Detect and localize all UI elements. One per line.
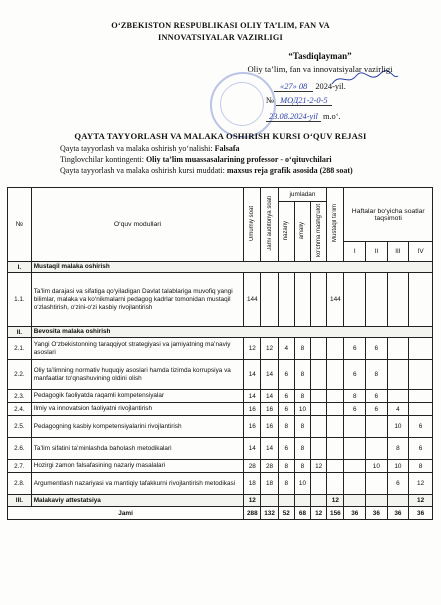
header-auditorium-hours	[261, 188, 278, 262]
cell-w3: 10	[387, 416, 409, 438]
num-prefix: №	[266, 96, 274, 105]
header-total-hours	[244, 188, 261, 262]
cell-w4: 8	[409, 460, 433, 473]
info-direction	[60, 143, 353, 154]
cell-w1	[344, 473, 366, 495]
mo-handwritten: 23.08.2024-yil	[266, 112, 321, 122]
header-weeks: Haftalar bo‘yicha soatlar taqsimoti	[344, 188, 433, 242]
total-cell-vis: 12	[311, 507, 327, 520]
cell-w4	[409, 338, 433, 360]
header-including: jumladan	[278, 188, 327, 202]
cell-total: 14	[244, 390, 261, 403]
table-row	[8, 273, 433, 327]
section-row	[8, 327, 433, 338]
cell-total: 18	[244, 473, 261, 495]
header-practice-label: amaliy	[299, 221, 306, 240]
cell-w3: 10	[387, 460, 409, 473]
cell-w3	[387, 273, 409, 327]
cell-w3: 8	[387, 438, 409, 460]
cell-vis	[311, 338, 327, 360]
cell-aud: 14	[261, 360, 278, 390]
attestation-cell-w4: 12	[409, 495, 433, 507]
cell-th: 8	[278, 473, 294, 495]
module-name: Ilmiy va innovatsion faoliyatni rivojlantirish	[31, 403, 243, 416]
cell-w4: 6	[409, 438, 433, 460]
table-row	[8, 473, 433, 495]
row-number: 2.3.	[8, 390, 32, 403]
total-cell-w2: 36	[366, 507, 388, 520]
module-name: Pedagogning kasbiy kompetensiyalarini rivojlantirish	[31, 416, 243, 438]
cell-aud: 12	[261, 338, 278, 360]
date-suffix: 2024-yil.	[315, 82, 346, 91]
info-contingent	[60, 154, 353, 165]
cell-total: 144	[244, 273, 261, 327]
cell-self	[327, 473, 344, 495]
total-row	[8, 507, 433, 520]
cell-pr	[294, 273, 310, 327]
total-cell-pr: 68	[294, 507, 310, 520]
header-number: №	[8, 188, 32, 262]
cell-w2: 8	[366, 360, 388, 390]
attestation-cell-w3	[387, 495, 409, 507]
header-module: O‘quv modullari	[31, 188, 243, 262]
module-name: Yangi O‘zbekistonning taraqqiyot strategiyasi va jamiyatning ma’naviy asoslari	[31, 338, 243, 360]
header-visiting	[311, 202, 327, 262]
document-title: QAYTA TAYYORLASH VA MALAKA OSHIRISH KURSI O‘QUV REJASI	[74, 131, 367, 141]
cell-w2: 6	[366, 403, 388, 416]
total-cell-w4: 36	[409, 507, 433, 520]
cell-self	[327, 438, 344, 460]
cell-w3	[387, 360, 409, 390]
info-contingent-value: Oliy ta’lim muassasalarining professor - o‘qituvchilari	[145, 155, 332, 164]
ministry-line-2: INNOVATSIYALAR VAZIRLIGI	[158, 33, 283, 42]
cell-th: 6	[278, 360, 294, 390]
table-row	[8, 438, 433, 460]
total-label: Jami	[8, 507, 244, 520]
cell-vis	[311, 390, 327, 403]
cell-vis	[311, 273, 327, 327]
cell-w3	[387, 390, 409, 403]
cell-total: 12	[244, 338, 261, 360]
cell-aud: 14	[261, 438, 278, 460]
cell-w2: 6	[366, 338, 388, 360]
cell-aud: 28	[261, 460, 278, 473]
cell-total: 28	[244, 460, 261, 473]
section-number: II.	[8, 327, 32, 338]
table-row	[8, 460, 433, 473]
attestation-number: III.	[8, 495, 32, 507]
table-row	[8, 360, 433, 390]
cell-self	[327, 360, 344, 390]
cell-th: 6	[278, 390, 294, 403]
approval-date	[274, 82, 346, 91]
cell-w1: 6	[344, 360, 366, 390]
cell-self	[327, 390, 344, 403]
cell-w1	[344, 416, 366, 438]
cell-vis	[311, 473, 327, 495]
table-row	[8, 416, 433, 438]
header-week-3: III	[387, 242, 409, 262]
row-number: 2.7.	[8, 460, 32, 473]
section-title: Mustaqil malaka oshirish	[31, 262, 432, 273]
ministry-heading	[0, 20, 441, 44]
total-cell-th: 52	[278, 507, 294, 520]
total-cell-w3: 36	[387, 507, 409, 520]
cell-vis	[311, 360, 327, 390]
cell-w1: 6	[344, 338, 366, 360]
header-week-4: IV	[409, 242, 433, 262]
cell-th: 4	[278, 338, 294, 360]
cell-vis	[311, 403, 327, 416]
cell-w1	[344, 460, 366, 473]
cell-w2	[366, 438, 388, 460]
cell-total: 14	[244, 360, 261, 390]
module-name: Hozirgi zamon falsafasining nazariy masalalari	[31, 460, 243, 473]
cell-w1	[344, 273, 366, 327]
cell-aud: 16	[261, 403, 278, 416]
cell-w3: 4	[387, 403, 409, 416]
info-duration	[60, 165, 353, 176]
info-direction-value: Falsafa	[214, 144, 240, 153]
cell-vis: 12	[311, 460, 327, 473]
cell-self	[327, 460, 344, 473]
cell-th: 8	[278, 416, 294, 438]
cell-w3: 6	[387, 473, 409, 495]
total-cell-self: 156	[327, 507, 344, 520]
cell-w2: 10	[366, 460, 388, 473]
cell-pr: 8	[294, 438, 310, 460]
row-number: 1.1.	[8, 273, 32, 327]
cell-pr: 8	[294, 360, 310, 390]
row-number: 2.8.	[8, 473, 32, 495]
cell-self	[327, 338, 344, 360]
cell-w4	[409, 390, 433, 403]
cell-aud	[261, 273, 278, 327]
header-auditorium-label: Jami auditoriya soati	[266, 196, 273, 251]
attestation-cell-th	[278, 495, 294, 507]
cell-vis	[311, 416, 327, 438]
cell-w4	[409, 403, 433, 416]
header-total-hours-label: Umumiy soat	[249, 205, 256, 241]
approval-block	[205, 50, 435, 76]
attestation-cell-aud	[261, 495, 278, 507]
module-name: Argumentlash nazariyasi va mantiqiy tafakkurni rivojlantirish metodikasi	[31, 473, 243, 495]
total-cell-aud: 132	[261, 507, 278, 520]
module-name: Pedagogik faoliyatda raqamli kompetensiyalar	[31, 390, 243, 403]
cell-total: 16	[244, 416, 261, 438]
header-week-1: I	[344, 242, 366, 262]
attestation-cell-w1	[344, 495, 366, 507]
cell-th	[278, 273, 294, 327]
cell-vis	[311, 438, 327, 460]
section-row	[8, 262, 433, 273]
attestation-cell-w2	[366, 495, 388, 507]
approve-subtitle: Oliy ta’lim, fan va innovatsiyalar vazirligi	[247, 64, 393, 74]
cell-total: 16	[244, 403, 261, 416]
info-contingent-label: Tinglovchilar kontingenti:	[60, 155, 144, 164]
total-cell-w1: 36	[344, 507, 366, 520]
attestation-cell-total: 12	[244, 495, 261, 507]
header-visiting-label: ko‘chma mashg‘ulot	[315, 203, 322, 258]
attestation-cell-pr	[294, 495, 310, 507]
module-name: Oliy ta’limning normativ huquqiy asoslari hamda tizimda korrupsiya va manfaatlar to‘qnashuvining oldini olish	[31, 360, 243, 390]
header-week-2: II	[366, 242, 388, 262]
header-theory-label: nazariy	[283, 220, 290, 241]
cell-th: 6	[278, 403, 294, 416]
header-theory	[278, 202, 294, 262]
cell-w2	[366, 416, 388, 438]
table-row	[8, 338, 433, 360]
header-self-study-label: Mustaqil ta’lim	[332, 204, 339, 243]
approval-number	[266, 96, 332, 105]
cell-total: 14	[244, 438, 261, 460]
row-number: 2.5.	[8, 416, 32, 438]
cell-th: 8	[278, 460, 294, 473]
cell-w2: 6	[366, 390, 388, 403]
cell-w2	[366, 273, 388, 327]
attestation-cell-vis	[311, 495, 327, 507]
cell-w1	[344, 438, 366, 460]
approve-title: “Tasdiqlayman”	[288, 51, 352, 61]
official-stamp	[210, 72, 276, 138]
info-duration-label: Qayta tayyorlash va malaka oshirish kursi muddati:	[60, 166, 225, 175]
header-practice	[294, 202, 310, 262]
attestation-title: Malakaviy attestatsiya	[31, 495, 243, 507]
cell-pr: 10	[294, 473, 310, 495]
cell-w4	[409, 273, 433, 327]
row-number: 2.4.	[8, 403, 32, 416]
cell-self	[327, 403, 344, 416]
mo-suffix: m.o‘.	[322, 112, 341, 121]
cell-w2	[366, 473, 388, 495]
cell-pr: 8	[294, 460, 310, 473]
attestation-row	[8, 495, 433, 507]
cell-w4: 12	[409, 473, 433, 495]
cell-th: 6	[278, 438, 294, 460]
section-title: Bevosita malaka oshirish	[31, 327, 432, 338]
section-number: I.	[8, 262, 32, 273]
ministry-line-1: O‘ZBEKISTON RESPUBLIKASI OLIY TA’LIM, FAN VA	[111, 21, 330, 30]
attestation-cell-self: 12	[327, 495, 344, 507]
cell-aud: 14	[261, 390, 278, 403]
cell-pr: 8	[294, 338, 310, 360]
cell-pr: 8	[294, 390, 310, 403]
cell-w1: 8	[344, 390, 366, 403]
total-cell-total: 288	[244, 507, 261, 520]
curriculum-table	[7, 187, 433, 520]
approval-mo	[266, 112, 341, 121]
cell-aud: 16	[261, 416, 278, 438]
num-handwritten: МОД21-2-0-5	[276, 96, 331, 106]
table-row	[8, 390, 433, 403]
cell-w4	[409, 360, 433, 390]
course-info	[60, 143, 353, 176]
module-name: Ta’lim sifatini ta’minlashda baholash metodikalari	[31, 438, 243, 460]
cell-pr: 10	[294, 403, 310, 416]
cell-aud: 18	[261, 473, 278, 495]
header-self-study	[327, 188, 344, 262]
cell-self	[327, 416, 344, 438]
module-name: Ta’lim darajasi va sifatiga qo‘yiladigan Davlat talablariga muvofiq yangi bilimlar, malaka va ko‘nikmalarni pedagog kadrlar tomonidan mustaqil o‘zlashtirish, o‘zini-o‘zi kasbiy rivojlantirish	[31, 273, 243, 327]
cell-w1: 6	[344, 403, 366, 416]
info-direction-label: Qayta tayyorlash va malaka oshirish yo‘nalishi:	[60, 144, 213, 153]
row-number: 2.6.	[8, 438, 32, 460]
cell-pr: 8	[294, 416, 310, 438]
cell-w4: 6	[409, 416, 433, 438]
row-number: 2.1.	[8, 338, 32, 360]
date-handwritten: «27» 08	[274, 82, 313, 92]
cell-self: 144	[327, 273, 344, 327]
info-duration-value: maxsus reja grafik asosida (288 soat)	[226, 166, 353, 175]
table-row	[8, 403, 433, 416]
row-number: 2.2.	[8, 360, 32, 390]
cell-w3	[387, 338, 409, 360]
